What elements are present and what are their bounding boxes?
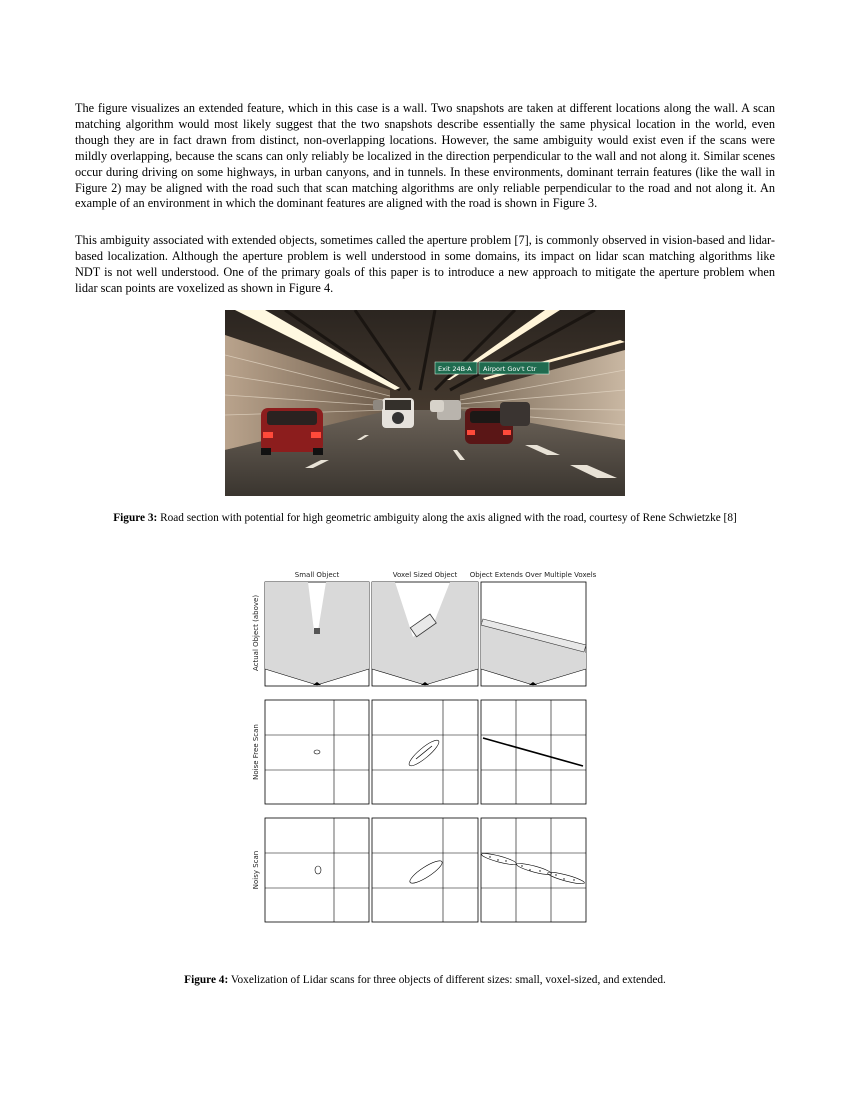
figure-3-caption-text: Road section with potential for high geometric ambiguity along the axis aligned with the road, courtesy of Rene Schwietzke [8]: [160, 512, 737, 524]
figure-3-caption: [0, 511, 850, 525]
col-title-extended: Object Extends Over Multiple Voxels: [469, 571, 597, 579]
panel-actual-extended: [481, 582, 586, 686]
panel-actual-voxel: [372, 582, 478, 686]
panel-noisy-small: [265, 818, 369, 922]
figure-4-voxelization: [240, 565, 610, 930]
exit-sign-right: Airport Gov't Ctr: [483, 365, 537, 373]
figure-3-caption-label: Figure 3:: [113, 512, 158, 524]
paragraph-aperture-problem: This ambiguity associated with extended objects, sometimes called the aperture problem [7], is commonly observed in vision-based and lidar-based localization. Although the aperture problem is well understood in some domains, its impact on lidar scan matching algorithms like NDT is not well understood. One of the primary goals of this paper is to introduce a new approach to mitigate the aperture problem when lidar scan points are voxelized as shown in Figure 4.: [75, 233, 775, 295]
row-label-actual: Actual Object (above): [252, 594, 260, 672]
exit-sign-left: Exit 24B-A: [438, 365, 472, 373]
car-center-white: [382, 398, 414, 428]
figure-4-caption-label: Figure 4:: [184, 974, 229, 986]
row-label-noise-free: Noise Free Scan: [252, 724, 260, 780]
row-label-noisy: Noisy Scan: [252, 850, 260, 890]
car-left-red: [261, 408, 323, 455]
figure-4-caption: [0, 973, 850, 987]
panel-actual-small: [265, 582, 369, 686]
col-title-small: Small Object: [294, 571, 340, 579]
figure-3-tunnel-photo: [225, 310, 625, 496]
panel-noisy-voxel: [372, 818, 478, 922]
col-title-voxel: Voxel Sized Object: [392, 571, 458, 579]
paragraph-wall-example: The figure visualizes an extended feature, which in this case is a wall. Two snapshots are taken at different locations along the wall. A scan matching algorithm would most likely suggest that the two snapshots describe essentially the same physical location in the world, even though they are in fact drawn from distinct, non-overlapping locations. However, the same ambiguity would exist even if the scans were mildly overlapping, because the scans can only reliably be localized in the direction perpendicular to the wall and not along it. Similar scenes occur during driving on some highways, in urban canyons, and in tunnels. In these environments, dominant terrain features (like the wall in Figure 2) may be aligned with the road such that scan matching algorithms are only reliable perpendicular to the road and not along it. An example of an environment in which the dominant features are aligned with the road is shown in Figure 3.: [75, 101, 775, 211]
panel-noisy-extended: [481, 818, 586, 922]
figure-4-caption-text: Voxelization of Lidar scans for three objects of different sizes: small, voxel-sized, and extended.: [230, 974, 666, 986]
panel-noisefree-extended: [481, 700, 586, 804]
panel-noisefree-voxel: [372, 700, 478, 804]
panel-noisefree-small: [265, 700, 369, 804]
